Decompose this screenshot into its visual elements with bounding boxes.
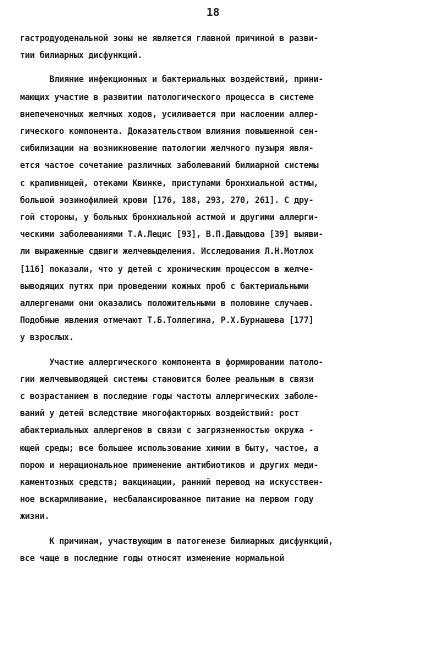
text-line: внепеченочных желчных ходов, усиливается при наслоении аллер-: [20, 108, 319, 119]
text-line: с крапивницей, отеками Квинке, приступами бронхиальной астмы,: [20, 177, 319, 188]
text-line: с возрастанием в последние годы частоты аллергических заболе-: [20, 391, 319, 402]
text-line: большой эозинофилией крови [176, 188, 293, 270, 261]. С дру-: [20, 194, 314, 205]
text-line: Участие аллергического компонента в формировании патоло-: [20, 356, 324, 367]
paragraph: [20, 30, 406, 64]
page-number: 18: [206, 6, 220, 19]
text-line: сибилизации на возникновение патологии желчного пузыря явля-: [20, 143, 314, 154]
text-line: гии желчевыводящей системы становится более реальным в связи: [20, 373, 314, 384]
text-line: ваний у детей вследствие многофакторных воздействий: рост: [20, 408, 299, 419]
text-line: мающих участие в развитии патологического процесса в системе: [20, 91, 314, 102]
text-line: гастродуоденальной зоны не является главной причиной в разви-: [20, 33, 319, 43]
text-line: порою и нерациональное применение антибиотиков и других меди-: [20, 459, 319, 470]
text-line: каментозных средств; вакцинации, ранний перевод на искусствен-: [20, 477, 324, 488]
document-body: [20, 30, 406, 567]
text-line: ющей среды; все большее использование химии в быту, частое, а: [20, 442, 319, 453]
text-line: ли выраженные сдвиги желчевыделения. Исследования Л.Н.Мотлох: [20, 246, 314, 257]
text-line: у взрослых.: [20, 332, 74, 343]
text-line: гического компонента. Доказательством влияния повышенной сен-: [20, 126, 319, 137]
text-line: гой стороны, у больных бронхиальной астмой и другими аллерги-: [20, 212, 319, 223]
text-line: К причинам, участвующим в патогенезе билиарных дисфункций,: [20, 535, 334, 546]
paragraph: [20, 71, 406, 346]
text-line: жизни.: [20, 511, 50, 522]
text-line: ное вскармливание, несбалансированное питание на первом году: [20, 494, 314, 505]
text-line: ческими заболеваниями Т.А.Лецис [93], В.П.Давыдова [39] выяви-: [20, 229, 324, 240]
text-line: абактериальных аллергенов в связи с загрязненностью окружа -: [20, 425, 314, 436]
text-line: все чаще в последние годы относят изменение нормальной: [20, 552, 285, 563]
text-line: [116] показали, что у детей с хроническим процессом в желче-: [20, 263, 314, 274]
text-line: Подобные явления отмечают Т.Б.Толпегина, Р.Х.Бурнашева [177]: [20, 315, 314, 326]
paragraph: [20, 354, 406, 526]
text-line: Влияние инфекционных и бактериальных воздействий, прини-: [20, 74, 324, 85]
paragraph: [20, 533, 406, 567]
text-line: ется частое сочетание различных заболеваний билиарной системы: [20, 160, 319, 171]
text-line: аллергенами они оказались положительными в половине случаев.: [20, 298, 314, 309]
text-line: тии билиарных дисфункций.: [20, 50, 143, 61]
text-line: выводящих путях при проведении кожных проб с бактериальными: [20, 280, 309, 291]
